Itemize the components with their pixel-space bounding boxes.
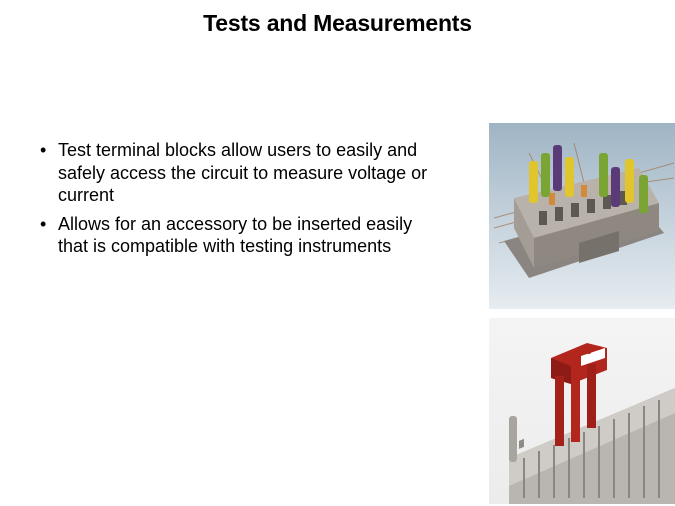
bullet-list xyxy=(40,139,440,264)
bullet-dot: • xyxy=(40,140,47,160)
slide-title: Tests and Measurements xyxy=(203,10,472,36)
bullet-dot: • xyxy=(40,213,47,234)
bullet-text: Allows for an accessory to be inserted easily that is compatible with testing instruments xyxy=(58,213,413,256)
test-plug-illustration xyxy=(489,318,675,504)
bullet-item xyxy=(40,213,440,258)
test-plug-photo xyxy=(489,318,675,504)
terminal-block-illustration xyxy=(489,123,675,309)
bullet-text: Test terminal blocks allow users to easily and safely access the circuit to measure voltage or current xyxy=(58,140,428,205)
terminal-block-photo xyxy=(489,123,675,309)
bullet-item xyxy=(40,139,440,207)
